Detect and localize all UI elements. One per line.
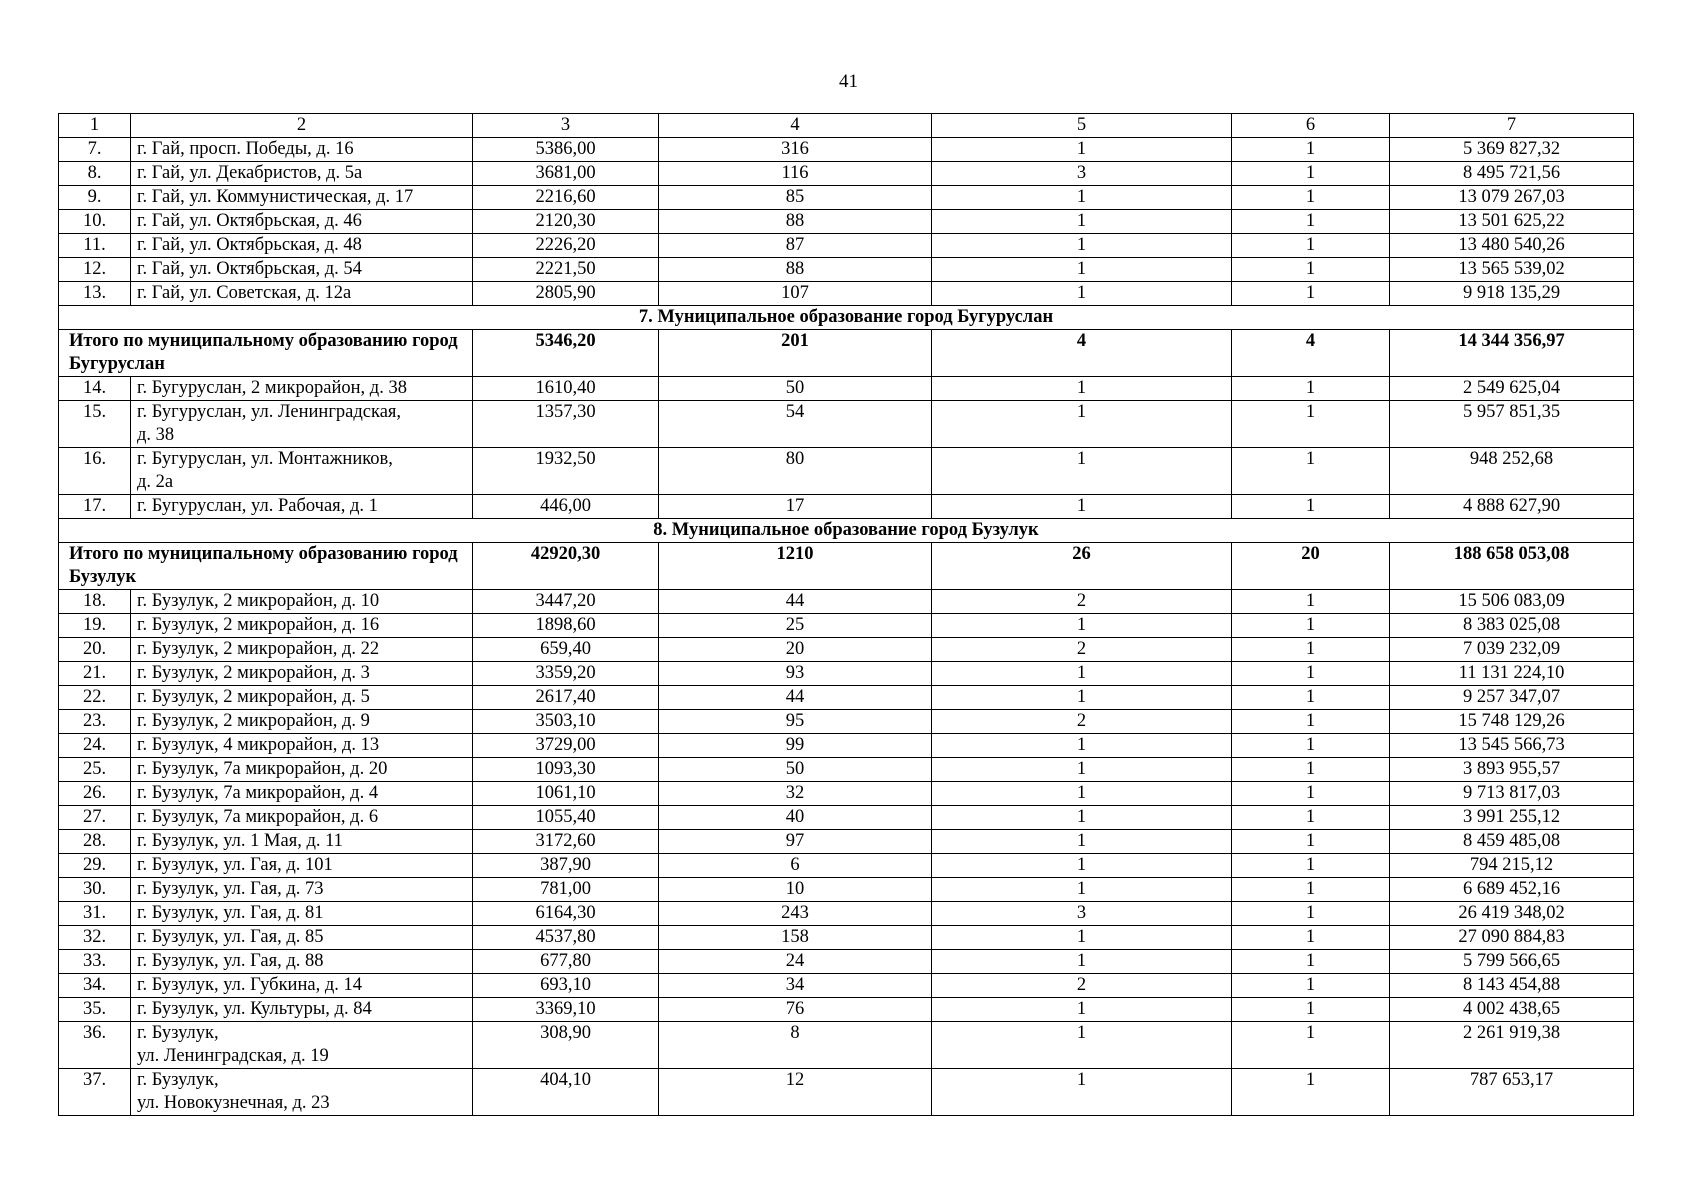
value-cell: 1 — [932, 186, 1232, 210]
value-cell: 44 — [659, 590, 932, 614]
row-number: 13. — [59, 282, 131, 306]
table-row — [59, 878, 1634, 902]
value-cell: 10 — [659, 878, 932, 902]
address-cell: г. Бузулук, ул. Гая, д. 101 — [131, 854, 473, 878]
value-cell: 54 — [659, 401, 932, 448]
row-number: 10. — [59, 210, 131, 234]
value-cell: 5 369 827,32 — [1390, 138, 1634, 162]
table-row — [59, 234, 1634, 258]
value-cell: 1 — [932, 282, 1232, 306]
row-number: 31. — [59, 902, 131, 926]
row-number: 32. — [59, 926, 131, 950]
value-cell: 1 — [932, 662, 1232, 686]
total-value: 4 — [1232, 330, 1390, 377]
value-cell: 50 — [659, 377, 932, 401]
value-cell: 1 — [932, 998, 1232, 1022]
row-number: 24. — [59, 734, 131, 758]
value-cell: 6 689 452,16 — [1390, 878, 1634, 902]
value-cell: 95 — [659, 710, 932, 734]
value-cell: 27 090 884,83 — [1390, 926, 1634, 950]
table-row — [59, 662, 1634, 686]
value-cell: 3447,20 — [473, 590, 659, 614]
table-row — [59, 495, 1634, 519]
value-cell: 1 — [1232, 138, 1390, 162]
row-number: 36. — [59, 1022, 131, 1069]
table-row — [59, 974, 1634, 998]
value-cell: 2 — [932, 974, 1232, 998]
value-cell: 116 — [659, 162, 932, 186]
address-line: г. Бугуруслан, ул. Монтажников, — [137, 449, 393, 469]
row-number: 18. — [59, 590, 131, 614]
table-row — [59, 998, 1634, 1022]
value-cell: 99 — [659, 734, 932, 758]
value-cell: 15 748 129,26 — [1390, 710, 1634, 734]
row-number: 27. — [59, 806, 131, 830]
value-cell: 1357,30 — [473, 401, 659, 448]
table-row — [59, 401, 1634, 448]
value-cell: 1 — [1232, 950, 1390, 974]
row-number: 16. — [59, 448, 131, 495]
value-cell: 1 — [932, 448, 1232, 495]
value-cell: 1 — [1232, 282, 1390, 306]
value-cell: 1 — [932, 234, 1232, 258]
value-cell: 17 — [659, 495, 932, 519]
value-cell: 2 — [932, 590, 1232, 614]
table-row — [59, 734, 1634, 758]
municipality-total-row — [59, 330, 1634, 377]
value-cell: 8 — [659, 1022, 932, 1069]
total-value: 1210 — [659, 543, 932, 590]
column-number-cell: 1 — [59, 114, 131, 138]
value-cell: 1 — [932, 258, 1232, 282]
row-number: 7. — [59, 138, 131, 162]
housing-register-table — [58, 113, 1634, 1116]
value-cell: 948 252,68 — [1390, 448, 1634, 495]
address-cell: г. Бузулук, ул. Губкина, д. 14 — [131, 974, 473, 998]
value-cell: 32 — [659, 782, 932, 806]
value-cell: 107 — [659, 282, 932, 306]
value-cell: 1 — [1232, 854, 1390, 878]
value-cell: 8 459 485,08 — [1390, 830, 1634, 854]
value-cell: 2805,90 — [473, 282, 659, 306]
value-cell: 1 — [1232, 614, 1390, 638]
value-cell: 2221,50 — [473, 258, 659, 282]
address-cell: г. Гай, ул. Октябрьская, д. 54 — [131, 258, 473, 282]
value-cell: 20 — [659, 638, 932, 662]
value-cell: 5 957 851,35 — [1390, 401, 1634, 448]
table-row — [59, 830, 1634, 854]
value-cell: 1 — [932, 926, 1232, 950]
value-cell: 25 — [659, 614, 932, 638]
value-cell: 1 — [1232, 210, 1390, 234]
row-number: 33. — [59, 950, 131, 974]
total-value: 4 — [932, 330, 1232, 377]
value-cell: 87 — [659, 234, 932, 258]
row-number: 29. — [59, 854, 131, 878]
value-cell: 2 549 625,04 — [1390, 377, 1634, 401]
address-line: д. 38 — [137, 425, 175, 445]
total-value: 188 658 053,08 — [1390, 543, 1634, 590]
value-cell: 1 — [1232, 590, 1390, 614]
table-row — [59, 902, 1634, 926]
value-cell: 6164,30 — [473, 902, 659, 926]
value-cell: 2 — [932, 638, 1232, 662]
address-cell: г. Гай, ул. Октябрьская, д. 48 — [131, 234, 473, 258]
address-cell: г. Бузулук, 2 микрорайон, д. 22 — [131, 638, 473, 662]
total-value: 20 — [1232, 543, 1390, 590]
section-heading-row — [59, 519, 1634, 543]
value-cell: 76 — [659, 998, 932, 1022]
value-cell: 1 — [1232, 974, 1390, 998]
total-value: 14 344 356,97 — [1390, 330, 1634, 377]
value-cell: 308,90 — [473, 1022, 659, 1069]
value-cell: 1 — [932, 377, 1232, 401]
value-cell: 659,40 — [473, 638, 659, 662]
value-cell: 1 — [1232, 377, 1390, 401]
value-cell: 1 — [1232, 1069, 1390, 1116]
table-row — [59, 854, 1634, 878]
value-cell: 1 — [1232, 1022, 1390, 1069]
column-number-cell: 5 — [932, 114, 1232, 138]
value-cell: 1 — [1232, 162, 1390, 186]
total-label: Итого по муниципальному образованию город Бузулук — [59, 543, 473, 590]
value-cell: 1 — [1232, 878, 1390, 902]
value-cell: 1 — [932, 734, 1232, 758]
address-cell: г. Бузулук, 2 микрорайон, д. 5 — [131, 686, 473, 710]
value-cell: 1 — [1232, 758, 1390, 782]
total-label: Итого по муниципальному образованию город Бугуруслан — [59, 330, 473, 377]
total-value: 26 — [932, 543, 1232, 590]
table-row — [59, 1069, 1634, 1116]
address-cell: г. Бузулук, ул. Гая, д. 81 — [131, 902, 473, 926]
value-cell: 1055,40 — [473, 806, 659, 830]
address-cell: г. Гай, ул. Декабристов, д. 5а — [131, 162, 473, 186]
value-cell: 85 — [659, 186, 932, 210]
table-row — [59, 950, 1634, 974]
address-cell: г. Бузулук, 7а микрорайон, д. 20 — [131, 758, 473, 782]
value-cell: 1 — [932, 686, 1232, 710]
address-line: г. Бузулук, — [137, 1023, 219, 1043]
value-cell: 80 — [659, 448, 932, 495]
value-cell: 1 — [932, 1069, 1232, 1116]
value-cell: 1 — [932, 806, 1232, 830]
row-number: 37. — [59, 1069, 131, 1116]
column-number-cell: 4 — [659, 114, 932, 138]
table-row — [59, 210, 1634, 234]
value-cell: 12 — [659, 1069, 932, 1116]
row-number: 34. — [59, 974, 131, 998]
value-cell: 34 — [659, 974, 932, 998]
address-cell: г. Бузулук, 2 микрорайон, д. 3 — [131, 662, 473, 686]
value-cell: 3 893 955,57 — [1390, 758, 1634, 782]
value-cell: 97 — [659, 830, 932, 854]
value-cell: 2226,20 — [473, 234, 659, 258]
value-cell: 243 — [659, 902, 932, 926]
row-number: 15. — [59, 401, 131, 448]
value-cell: 44 — [659, 686, 932, 710]
value-cell: 1 — [932, 854, 1232, 878]
address-cell: г. Бузулук, ул. 1 Мая, д. 11 — [131, 830, 473, 854]
value-cell: 9 713 817,03 — [1390, 782, 1634, 806]
table-row — [59, 806, 1634, 830]
value-cell: 1 — [932, 878, 1232, 902]
value-cell: 26 419 348,02 — [1390, 902, 1634, 926]
value-cell: 1932,50 — [473, 448, 659, 495]
value-cell: 3 — [932, 162, 1232, 186]
address-cell: г. Бузулук, ул. Гая, д. 88 — [131, 950, 473, 974]
value-cell: 1 — [1232, 495, 1390, 519]
address-cell: г. Бугуруслан, ул. Рабочая, д. 1 — [131, 495, 473, 519]
address-cell: г. Гай, ул. Октябрьская, д. 46 — [131, 210, 473, 234]
value-cell: 4 002 438,65 — [1390, 998, 1634, 1022]
address-cell: г. Гай, просп. Победы, д. 16 — [131, 138, 473, 162]
value-cell: 9 918 135,29 — [1390, 282, 1634, 306]
value-cell: 2120,30 — [473, 210, 659, 234]
value-cell: 50 — [659, 758, 932, 782]
value-cell: 2617,40 — [473, 686, 659, 710]
row-number: 26. — [59, 782, 131, 806]
table-row — [59, 162, 1634, 186]
value-cell: 787 653,17 — [1390, 1069, 1634, 1116]
value-cell: 1 — [932, 401, 1232, 448]
total-value: 5346,20 — [473, 330, 659, 377]
value-cell: 11 131 224,10 — [1390, 662, 1634, 686]
value-cell: 794 215,12 — [1390, 854, 1634, 878]
total-value: 201 — [659, 330, 932, 377]
address-cell: г. Бузулук, 4 микрорайон, д. 13 — [131, 734, 473, 758]
value-cell: 1 — [932, 138, 1232, 162]
value-cell: 1 — [932, 495, 1232, 519]
table-row — [59, 186, 1634, 210]
table-body — [59, 114, 1634, 1116]
value-cell: 1 — [1232, 258, 1390, 282]
row-number: 9. — [59, 186, 131, 210]
value-cell: 15 506 083,09 — [1390, 590, 1634, 614]
value-cell: 1 — [932, 950, 1232, 974]
address-cell — [131, 1069, 473, 1116]
address-cell: г. Бузулук, 2 микрорайон, д. 9 — [131, 710, 473, 734]
value-cell: 3369,10 — [473, 998, 659, 1022]
row-number: 23. — [59, 710, 131, 734]
value-cell: 2216,60 — [473, 186, 659, 210]
row-number: 22. — [59, 686, 131, 710]
table-row — [59, 782, 1634, 806]
table-row — [59, 686, 1634, 710]
value-cell: 1 — [932, 1022, 1232, 1069]
row-number: 35. — [59, 998, 131, 1022]
value-cell: 1 — [1232, 926, 1390, 950]
row-number: 30. — [59, 878, 131, 902]
address-cell: г. Бузулук, 2 микрорайон, д. 10 — [131, 590, 473, 614]
value-cell: 9 257 347,07 — [1390, 686, 1634, 710]
value-cell: 1 — [932, 758, 1232, 782]
address-cell: г. Гай, ул. Советская, д. 12а — [131, 282, 473, 306]
address-line: г. Бузулук, — [137, 1070, 219, 1090]
address-cell: г. Бузулук, 7а микрорайон, д. 6 — [131, 806, 473, 830]
column-number-cell: 3 — [473, 114, 659, 138]
value-cell: 6 — [659, 854, 932, 878]
row-number: 28. — [59, 830, 131, 854]
value-cell: 8 495 721,56 — [1390, 162, 1634, 186]
column-number-row — [59, 114, 1634, 138]
value-cell: 13 565 539,02 — [1390, 258, 1634, 282]
address-cell: г. Бузулук, ул. Гая, д. 85 — [131, 926, 473, 950]
value-cell: 13 501 625,22 — [1390, 210, 1634, 234]
value-cell: 4537,80 — [473, 926, 659, 950]
address-cell: г. Бузулук, ул. Культуры, д. 84 — [131, 998, 473, 1022]
address-cell: г. Бузулук, ул. Гая, д. 73 — [131, 878, 473, 902]
value-cell: 3 — [932, 902, 1232, 926]
row-number: 12. — [59, 258, 131, 282]
address-cell — [131, 1022, 473, 1069]
value-cell: 1 — [932, 830, 1232, 854]
table-row — [59, 377, 1634, 401]
table-row — [59, 710, 1634, 734]
value-cell: 1 — [1232, 710, 1390, 734]
value-cell: 1 — [1232, 662, 1390, 686]
value-cell: 1061,10 — [473, 782, 659, 806]
value-cell: 3503,10 — [473, 710, 659, 734]
address-cell: г. Гай, ул. Коммунистическая, д. 17 — [131, 186, 473, 210]
address-cell: г. Бузулук, 2 микрорайон, д. 16 — [131, 614, 473, 638]
value-cell: 93 — [659, 662, 932, 686]
value-cell: 387,90 — [473, 854, 659, 878]
value-cell: 1 — [1232, 998, 1390, 1022]
table-row — [59, 448, 1634, 495]
value-cell: 13 545 566,73 — [1390, 734, 1634, 758]
table-row — [59, 758, 1634, 782]
value-cell: 1 — [1232, 686, 1390, 710]
row-number: 17. — [59, 495, 131, 519]
table-row — [59, 258, 1634, 282]
value-cell: 1 — [1232, 186, 1390, 210]
value-cell: 13 480 540,26 — [1390, 234, 1634, 258]
value-cell: 677,80 — [473, 950, 659, 974]
row-number: 19. — [59, 614, 131, 638]
value-cell: 1093,30 — [473, 758, 659, 782]
value-cell: 158 — [659, 926, 932, 950]
address-cell — [131, 401, 473, 448]
value-cell: 2 — [932, 710, 1232, 734]
total-value: 42920,30 — [473, 543, 659, 590]
section-heading-row — [59, 306, 1634, 330]
address-cell: г. Бузулук, 7а микрорайон, д. 4 — [131, 782, 473, 806]
value-cell: 1 — [932, 614, 1232, 638]
column-number-cell: 2 — [131, 114, 473, 138]
row-number: 8. — [59, 162, 131, 186]
value-cell: 7 039 232,09 — [1390, 638, 1634, 662]
address-cell: г. Бугуруслан, 2 микрорайон, д. 38 — [131, 377, 473, 401]
value-cell: 88 — [659, 258, 932, 282]
value-cell: 3359,20 — [473, 662, 659, 686]
value-cell: 1 — [1232, 401, 1390, 448]
value-cell: 40 — [659, 806, 932, 830]
column-number-cell: 7 — [1390, 114, 1634, 138]
value-cell: 8 383 025,08 — [1390, 614, 1634, 638]
value-cell: 693,10 — [473, 974, 659, 998]
table-row — [59, 590, 1634, 614]
value-cell: 3172,60 — [473, 830, 659, 854]
table-row — [59, 926, 1634, 950]
value-cell: 1 — [1232, 902, 1390, 926]
value-cell: 1 — [1232, 734, 1390, 758]
value-cell: 2 261 919,38 — [1390, 1022, 1634, 1069]
address-line: г. Бугуруслан, ул. Ленинградская, — [137, 402, 402, 422]
address-cell — [131, 448, 473, 495]
value-cell: 781,00 — [473, 878, 659, 902]
value-cell: 1 — [1232, 234, 1390, 258]
value-cell: 1 — [1232, 830, 1390, 854]
value-cell: 1 — [932, 782, 1232, 806]
section-title: 7. Муниципальное образование город Бугуруслан — [59, 306, 1634, 330]
value-cell: 1 — [1232, 806, 1390, 830]
column-number-cell: 6 — [1232, 114, 1390, 138]
value-cell: 3 991 255,12 — [1390, 806, 1634, 830]
value-cell: 24 — [659, 950, 932, 974]
row-number: 11. — [59, 234, 131, 258]
municipality-total-row — [59, 543, 1634, 590]
address-line: ул. Новокузнечная, д. 23 — [137, 1093, 330, 1113]
row-number: 14. — [59, 377, 131, 401]
row-number: 20. — [59, 638, 131, 662]
value-cell: 5386,00 — [473, 138, 659, 162]
row-number: 25. — [59, 758, 131, 782]
value-cell: 404,10 — [473, 1069, 659, 1116]
table-row — [59, 638, 1634, 662]
address-line: д. 2а — [137, 472, 174, 492]
address-line: ул. Ленинградская, д. 19 — [137, 1046, 329, 1066]
table-row — [59, 282, 1634, 306]
value-cell: 316 — [659, 138, 932, 162]
section-title: 8. Муниципальное образование город Бузулук — [59, 519, 1634, 543]
value-cell: 8 143 454,88 — [1390, 974, 1634, 998]
value-cell: 1 — [1232, 782, 1390, 806]
page-number: 41 — [839, 71, 858, 92]
value-cell: 1 — [1232, 638, 1390, 662]
table-row — [59, 1022, 1634, 1069]
value-cell: 1 — [932, 210, 1232, 234]
value-cell: 88 — [659, 210, 932, 234]
value-cell: 3681,00 — [473, 162, 659, 186]
value-cell: 3729,00 — [473, 734, 659, 758]
value-cell: 5 799 566,65 — [1390, 950, 1634, 974]
value-cell: 1610,40 — [473, 377, 659, 401]
table-row — [59, 614, 1634, 638]
value-cell: 1 — [1232, 448, 1390, 495]
value-cell: 4 888 627,90 — [1390, 495, 1634, 519]
table-row — [59, 138, 1634, 162]
value-cell: 13 079 267,03 — [1390, 186, 1634, 210]
value-cell: 446,00 — [473, 495, 659, 519]
value-cell: 1898,60 — [473, 614, 659, 638]
row-number: 21. — [59, 662, 131, 686]
